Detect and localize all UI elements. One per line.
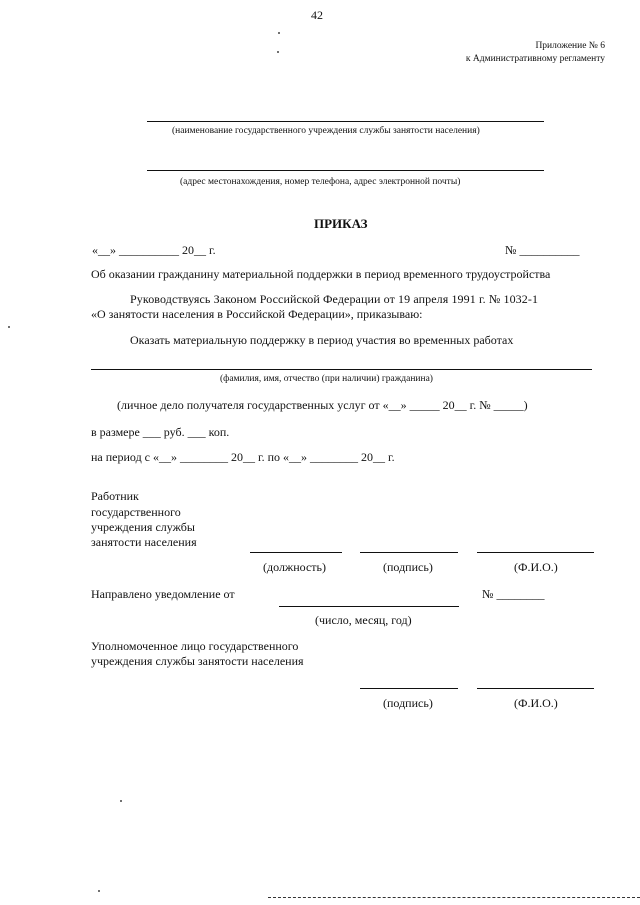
authorized-fio-caption: (Ф.И.О.) <box>514 696 558 710</box>
authorized-signature-caption: (подпись) <box>383 696 433 710</box>
period: на период с «__» ________ 20__ г. по «__» ________ 20__ г. <box>91 450 395 464</box>
scan-speck <box>120 800 122 802</box>
employee-line-3: учреждения службы <box>91 520 195 534</box>
order-subject: Об оказании гражданину материальной поддержки в период временного трудоустройства <box>91 267 551 281</box>
notice-date-caption: (число, месяц, год) <box>315 613 412 627</box>
address-line <box>147 170 544 171</box>
authorized-line-2: учреждения службы занятости населения <box>91 654 304 668</box>
employee-line-4: занятости населения <box>91 535 197 549</box>
notice-date-line <box>279 606 459 607</box>
institution-caption: (наименование государственного учреждения службы занятости населения) <box>172 126 480 136</box>
citizen-caption: (фамилия, имя, отчество (при наличии) гражданина) <box>220 374 433 384</box>
order-number: № __________ <box>505 243 580 257</box>
appendix-line-2: к Административному регламенту <box>465 54 605 64</box>
page-number: 42 <box>311 8 323 22</box>
preamble-line-1: Руководствуясь Законом Российской Федерации от 19 апреля 1991 г. № 1032-1 <box>130 292 539 306</box>
signature-line <box>360 552 458 553</box>
notice-label: Направлено уведомление от <box>91 587 235 601</box>
employee-line-1: Работник <box>91 489 139 503</box>
preamble-line-2: «О занятости населения в Российской Федерации», приказываю: <box>91 307 423 321</box>
document-title: ПРИКАЗ <box>314 216 368 231</box>
address-caption: (адрес местонахождения, номер телефона, адрес электронной почты) <box>180 177 461 187</box>
authorized-signature-line <box>360 688 458 689</box>
signature-caption: (подпись) <box>383 560 433 574</box>
citizen-name-line <box>91 369 592 370</box>
order-date: «__» __________ 20__ г. <box>92 243 216 257</box>
scan-speck <box>8 326 10 328</box>
amount: в размере ___ руб. ___ коп. <box>91 425 230 439</box>
personal-file: (личное дело получателя государственных услуг от «__» _____ 20__ г. № _____) <box>117 398 528 412</box>
scan-speck <box>98 890 100 892</box>
institution-name-line <box>147 121 544 122</box>
bottom-scan-line <box>268 897 640 898</box>
notice-number: № ________ <box>482 587 545 601</box>
employee-line-2: государственного <box>91 505 181 519</box>
scan-speck <box>278 32 280 34</box>
appendix-line-1: Приложение № 6 <box>535 41 605 51</box>
scan-speck <box>277 51 279 53</box>
authorized-fio-line <box>477 688 594 689</box>
fio-caption: (Ф.И.О.) <box>514 560 558 574</box>
fio-line <box>477 552 594 553</box>
position-caption: (должность) <box>263 560 326 574</box>
position-line <box>250 552 342 553</box>
order-text: Оказать материальную поддержку в период участия во временных работах <box>130 333 514 347</box>
authorized-line-1: Уполномоченное лицо государственного <box>91 639 299 653</box>
